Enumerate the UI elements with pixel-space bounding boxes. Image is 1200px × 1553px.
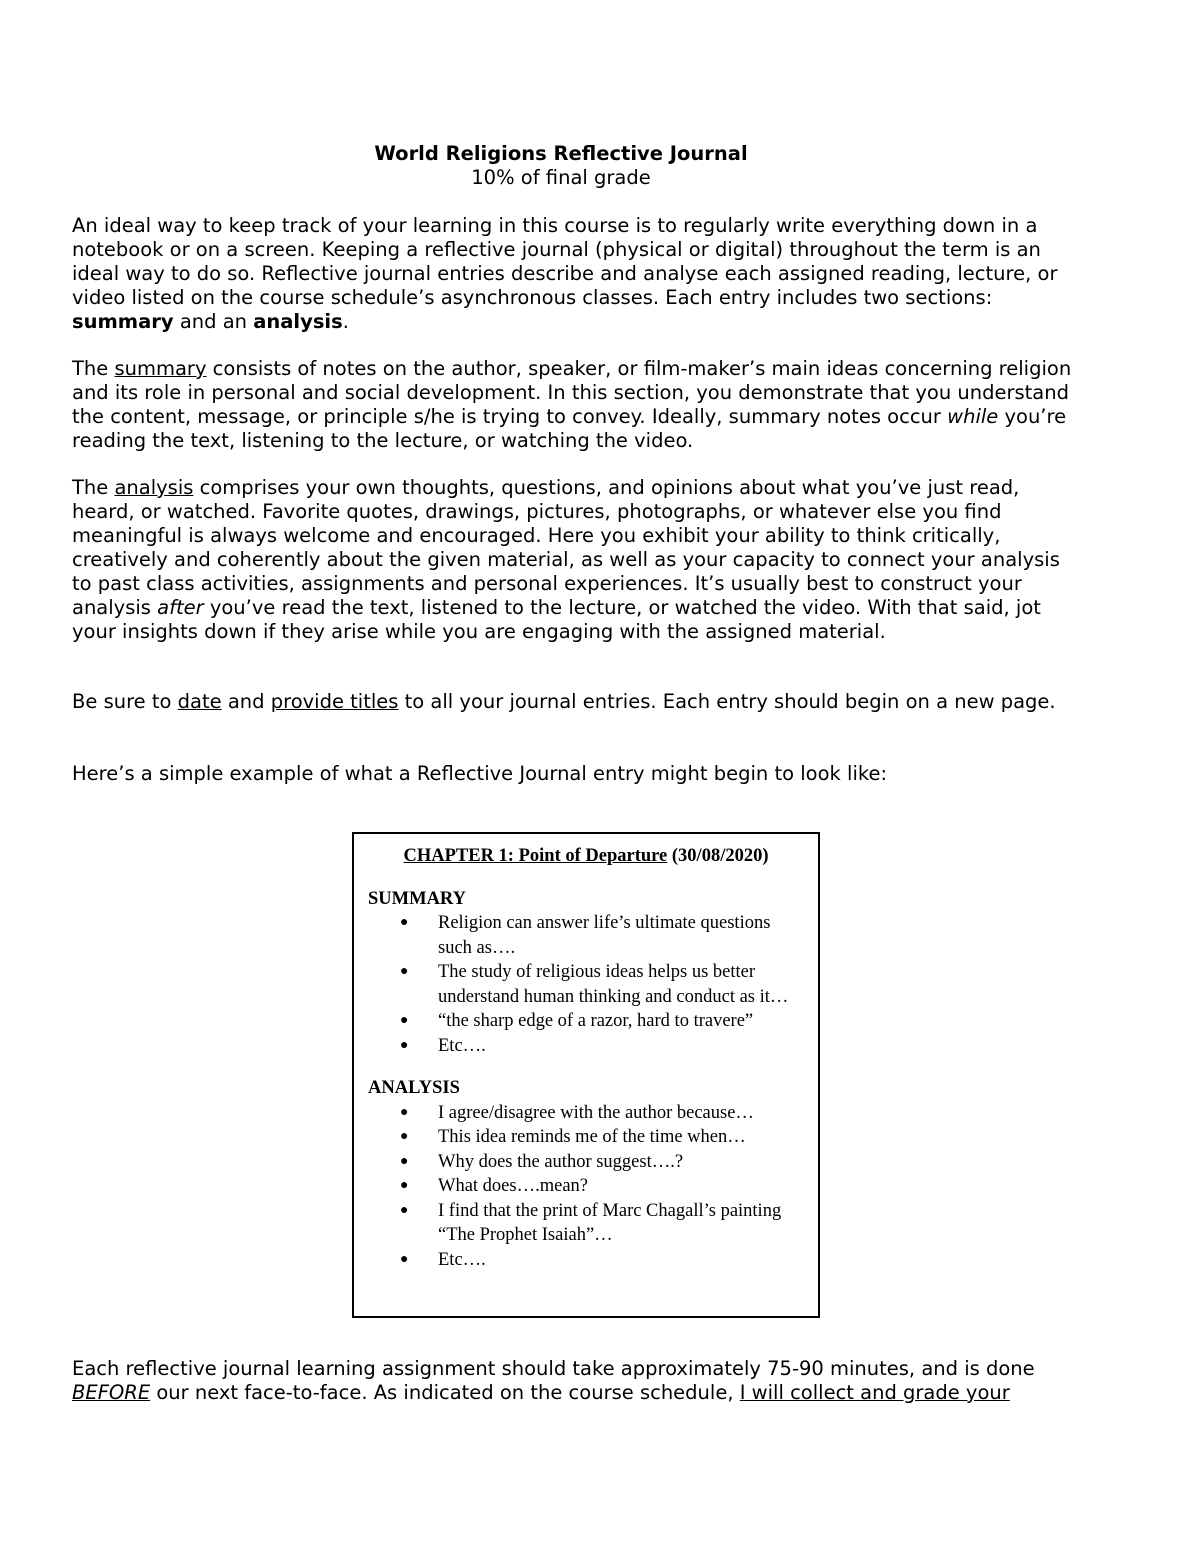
example-entry-box [352, 832, 820, 1318]
bullet-icon: ● [400, 1251, 409, 1267]
analysis-text2: you’ve read the text, listened to the lecture, or watched the video. With that said, jot your insights down if they arise while you are engaging with the assigned material. [72, 596, 1041, 643]
closing-before: BEFORE [72, 1381, 151, 1404]
summary-paragraph [72, 357, 1072, 453]
intro-paragraph [72, 214, 1072, 334]
summary-the: The [72, 357, 115, 380]
summary-list [354, 911, 808, 1058]
summary-heading: SUMMARY [368, 888, 467, 909]
example-entry-title [354, 844, 818, 869]
date-and: and [221, 690, 271, 713]
list-item: ● I find that the print of Marc Chagall’s painting “The Prophet Isaiah”… [400, 1200, 782, 1245]
summary-italic: while [947, 405, 999, 428]
analysis-underlined: analysis [114, 476, 194, 499]
bullet-icon: ● [400, 964, 409, 979]
bullet-icon: ● [400, 1129, 409, 1144]
date-text1: Be sure to [72, 690, 178, 713]
intro-bold-analysis: analysis [253, 310, 343, 333]
bullet-icon: ● [400, 1104, 409, 1120]
date-text2: to all your journal entries. Each entry should begin on a new page. [398, 690, 1056, 713]
list-item: ● “the sharp edge of a razor, hard to travere” [438, 1009, 808, 1034]
list-item: ● The study of religious ideas helps us better understand human thinking and conduct as it… [400, 962, 789, 1007]
closing-paragraph [72, 1357, 1072, 1405]
list-item: ● What does….mean? [438, 1174, 808, 1199]
date-paragraph [72, 690, 1072, 714]
bullet-icon: ● [400, 915, 409, 930]
closing-text1: Each reflective journal learning assignment should take approximately 75-90 minutes, and is done [72, 1357, 1035, 1380]
list-item: ● I agree/disagree with the author because… [438, 1101, 808, 1126]
bullet-icon: ● [400, 1013, 409, 1028]
list-item: ● Why does the author suggest….? [438, 1150, 808, 1175]
analysis-text1: comprises your own thoughts, questions, and opinions about what you’ve just read, heard, or watched. Favorite quotes, drawings, pictures, photographs, or whatever else you find meaningful is always welcome and encouraged. Here you exhibit your ability to think critically, creatively and coherently about the given material, as well as your capacity to connect your analysis to past class activities, assignments and personal experiences. It’s usually best to construct your analysis [72, 476, 1060, 619]
title-block [0, 141, 1122, 190]
analysis-italic: after [157, 596, 204, 619]
document-title: World Religions Reflective Journal [374, 142, 748, 165]
date-underlined2: provide titles [270, 690, 399, 713]
bullet-icon: ● [400, 1037, 409, 1053]
example-intro-text: Here’s a simple example of what a Reflective Journal entry might begin to look like: [72, 762, 888, 785]
example-entry-title-underlined: CHAPTER 1: Point of Departure [403, 846, 668, 866]
closing-underlined: I will collect and grade your [739, 1381, 1010, 1404]
intro-end: . [342, 310, 349, 333]
bullet-icon: ● [400, 1202, 409, 1218]
list-item: ● Etc…. [438, 1034, 808, 1059]
document-subtitle: 10% of final grade [471, 166, 651, 189]
intro-bold-summary: summary [72, 310, 174, 333]
summary-text2: you’re reading the text, listening to the lecture, or watching the video. [72, 405, 1067, 452]
date-underlined1: date [177, 690, 222, 713]
analysis-paragraph [72, 476, 1072, 644]
list-item: ● This idea reminds me of the time when… [438, 1125, 808, 1150]
bullet-icon: ● [400, 1178, 409, 1193]
summary-text1: consists of notes on the author, speaker, or film-maker’s main ideas concerning religion and its role in personal and social development. In this section, you demonstrate that you understand the content, message, or principle s/he is trying to convey. Ideally, summary notes occur [72, 357, 1072, 428]
summary-underlined: summary [114, 357, 207, 380]
analysis-heading: ANALYSIS [368, 1078, 460, 1098]
closing-text2: our next face-to-face. As indicated on the course schedule, [150, 1381, 740, 1404]
list-item: ● Religion can answer life’s ultimate questions such as…. [400, 913, 771, 958]
bullet-icon: ● [400, 1153, 409, 1169]
analysis-list [354, 1101, 808, 1273]
intro-and-an: and an [173, 310, 254, 333]
intro-text: An ideal way to keep track of your learning in this course is to regularly write everything down in a notebook or on a screen. Keeping a reflective journal (physical or digital) throughout the term is an ideal way to do so. Reflective journal entries describe and analyse each assigned reading, lecture, or video listed on the course schedule’s asynchronous classes. Each entry includes two sections: [72, 214, 1058, 309]
example-entry-title-date: (30/08/2020) [667, 846, 769, 866]
example-intro [72, 762, 1072, 786]
list-item: ● Etc…. [438, 1248, 808, 1273]
analysis-the: The [72, 476, 115, 499]
